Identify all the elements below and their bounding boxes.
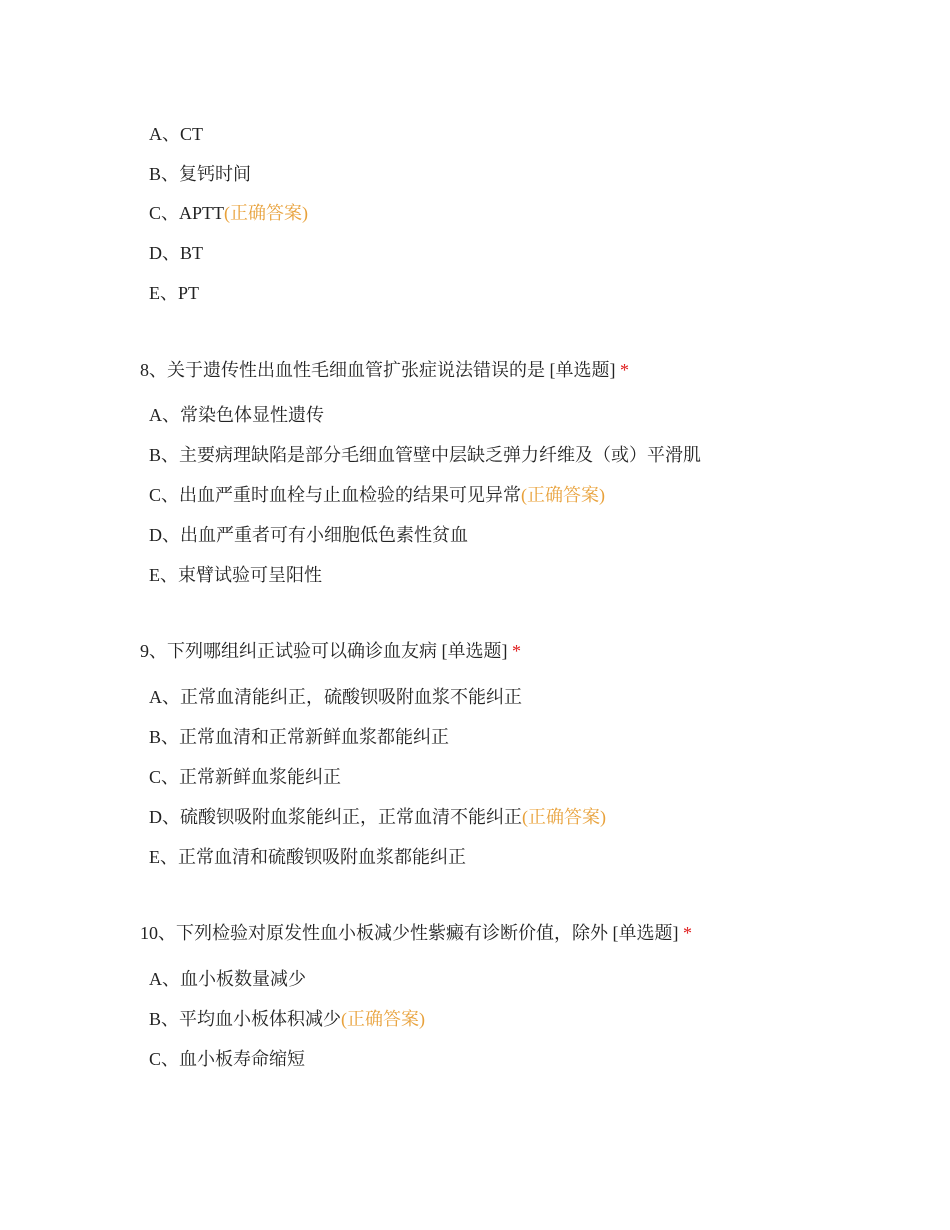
option-letter: C、	[149, 1049, 180, 1069]
option-text: 正常血清和硫酸钡吸附血浆都能纠正	[178, 847, 466, 867]
question-type: [单选题]	[549, 360, 616, 380]
option-text: PT	[178, 283, 200, 303]
option-letter: C、	[149, 767, 180, 787]
option-letter: A、	[149, 405, 180, 425]
question-number: 8、	[140, 360, 167, 380]
required-mark: *	[683, 923, 692, 943]
option-text: 出血严重者可有小细胞低色素性贫血	[180, 525, 468, 545]
option-letter: A、	[149, 124, 180, 144]
option-letter: A、	[149, 687, 180, 707]
option-text: APTT	[179, 203, 225, 223]
option-text: 平均血小板体积减少	[179, 1009, 342, 1029]
option-text: 常染色体显性遗传	[180, 405, 324, 425]
question-type: [单选题]	[441, 641, 508, 661]
question-type: [单选题]	[612, 923, 679, 943]
option-b	[149, 725, 449, 749]
question-9-title	[140, 639, 521, 663]
option-letter: A、	[149, 969, 180, 989]
option-e	[149, 563, 322, 587]
option-letter: B、	[149, 445, 180, 465]
option-d	[149, 523, 468, 547]
option-text: CT	[180, 124, 204, 144]
option-text: 硫酸钡吸附血浆能纠正，正常血清不能纠正	[180, 807, 522, 827]
option-text: 血小板寿命缩短	[179, 1049, 306, 1069]
option-letter: E、	[149, 283, 178, 303]
question-text: 下列哪组纠正试验可以确诊血友病	[167, 641, 437, 661]
option-text: 复钙时间	[179, 164, 252, 184]
option-e	[149, 845, 466, 869]
option-a	[149, 403, 324, 427]
option-letter: D、	[149, 243, 180, 263]
option-text: 出血严重时血栓与止血检验的结果可见异常	[179, 485, 522, 505]
required-mark: *	[512, 641, 521, 661]
question-number: 10、	[140, 923, 176, 943]
option-b	[149, 162, 251, 186]
option-d	[149, 241, 203, 265]
option-d	[149, 805, 606, 829]
question-8-title	[140, 358, 629, 382]
question-text: 下列检验对原发性血小板减少性紫癜有诊断价值，除外	[176, 923, 608, 943]
question-number: 9、	[140, 641, 167, 661]
option-b	[149, 443, 701, 467]
option-b	[149, 1007, 425, 1031]
option-text: 正常血清和正常新鲜血浆都能纠正	[179, 727, 450, 747]
option-letter: C、	[149, 203, 180, 223]
option-letter: E、	[149, 565, 178, 585]
option-a	[149, 685, 522, 709]
option-letter: D、	[149, 807, 180, 827]
option-letter: B、	[149, 727, 180, 747]
required-mark: *	[620, 360, 629, 380]
option-letter: B、	[149, 164, 180, 184]
option-a	[149, 122, 203, 146]
question-10-title	[140, 921, 692, 945]
option-text: 正常血清能纠正，硫酸钡吸附血浆不能纠正	[180, 687, 522, 707]
option-e	[149, 281, 199, 305]
correct-answer-mark: (正确答案)	[521, 485, 606, 505]
question-text: 关于遗传性出血性毛细血管扩张症说法错误的是	[167, 360, 545, 380]
option-text: 束臂试验可呈阳性	[178, 565, 322, 585]
option-c	[149, 483, 605, 507]
correct-answer-mark: (正确答案)	[522, 807, 606, 827]
option-letter: E、	[149, 847, 178, 867]
correct-answer-mark: (正确答案)	[341, 1009, 426, 1029]
option-c	[149, 201, 308, 225]
option-text: 血小板数量减少	[180, 969, 306, 989]
option-text: BT	[180, 243, 204, 263]
option-letter: D、	[149, 525, 180, 545]
correct-answer-mark: (正确答案)	[224, 203, 309, 223]
option-text: 主要病理缺陷是部分毛细血管壁中层缺乏弹力纤维及（或）平滑肌	[179, 445, 702, 465]
option-letter: B、	[149, 1009, 180, 1029]
option-text: 正常新鲜血浆能纠正	[179, 767, 342, 787]
option-c	[149, 765, 341, 789]
option-c	[149, 1047, 305, 1071]
option-letter: C、	[149, 485, 180, 505]
option-a	[149, 967, 306, 991]
